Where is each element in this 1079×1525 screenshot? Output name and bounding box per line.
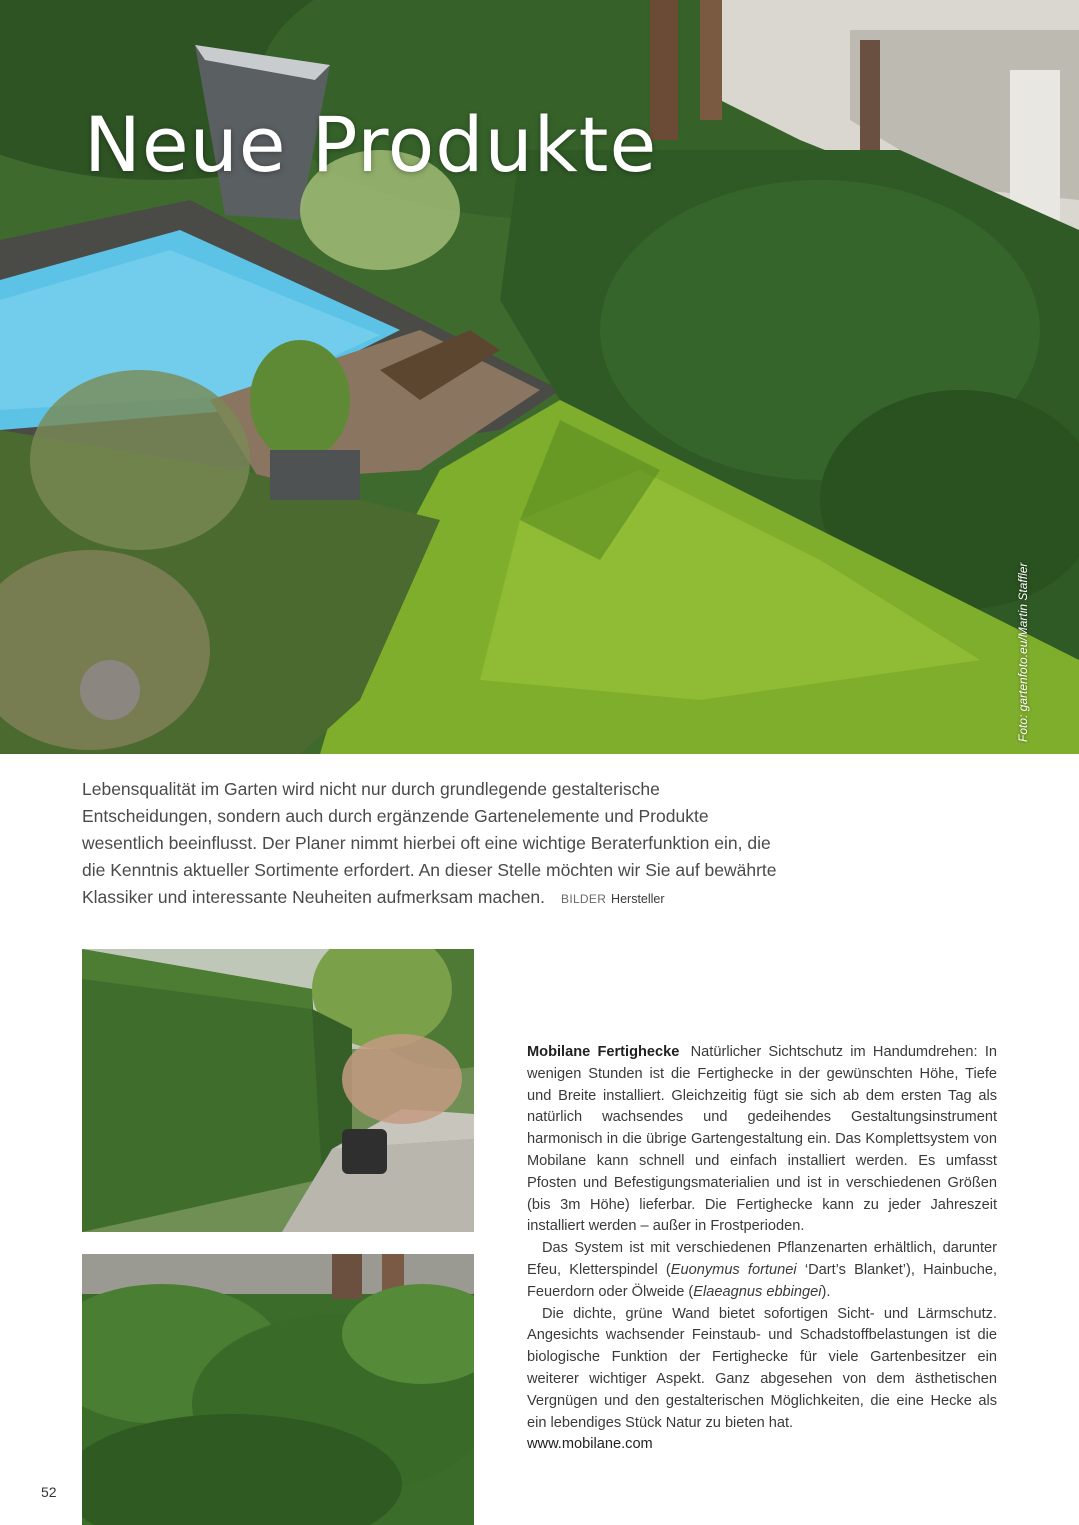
website-link[interactable]: www.mobilane.com <box>527 1436 653 1453</box>
article-p2-mid: ‘Dart’s Blanket’), Hainbuche, Feuerdorn oder Ölweide ( <box>527 1261 997 1300</box>
article-paragraph-2 <box>527 1238 997 1303</box>
intro-paragraph <box>82 776 782 913</box>
hedge-photo-2 <box>82 1254 474 1525</box>
page-number: 52 <box>41 1484 57 1500</box>
hero-photo <box>0 0 1079 754</box>
hedge-wall-illustration <box>82 1254 474 1525</box>
article-heading: Mobilane Fertighecke <box>527 1044 680 1060</box>
hedge-corner-illustration <box>82 949 474 1232</box>
intro-text: Lebensqualität im Garten wird nicht nur durch grundlegende gestalterische Entscheidungen, sondern auch durch ergänzende Gartenelemente und Produkte wesentlich beeinflusst. Der Planer nimmt hierbei oft eine wichtige Beraterfunktion ein, die die Kenntnis aktueller Sortimente erfordert. An dieser Stelle möchten wir Sie auf bewährte Klassiker und interessante Neuheiten aufmerksam machen. <box>82 779 777 907</box>
article-paragraph-3: Die dichte, grüne Wand bietet sofortigen Sicht- und Lärmschutz. Angesichts wachsender Feinstaub- und Schadstoffbelastungen ist die biologische Funktion der Fertighecke für viele Gartenbesitzer ein weiterer wichtiger Aspekt. Ganz abgesehen von dem ästhetischen Vergnügen und den gestalterischen Möglichkeiten, die eine Hecke als ein lebendiges Stück Natur zu bieten hat. <box>527 1305 997 1431</box>
hedge-photo-1 <box>82 949 474 1232</box>
article-p2-start: Das System ist mit verschiedenen Pflanzenarten erhältlich, darunter Efeu, Kletterspindel ( <box>527 1240 997 1278</box>
photo-credit: Foto: gartenfoto.eu/Martin Staffler <box>1016 562 1030 742</box>
article-p2-end: ). <box>821 1283 831 1300</box>
article-mobilane <box>527 1042 997 1456</box>
plant-name-euonymus: Euonymus fortunei <box>670 1261 797 1278</box>
article-paragraph-1 <box>527 1042 997 1238</box>
images-source: Hersteller <box>611 892 665 906</box>
article-p1: Natürlicher Sichtschutz im Handumdrehen: In wenigen Stunden ist die Fertighecke in der gewünschten Höhe, Tiefe und Breite installiert. Gleichzeitig fügt sie sich ab dem ersten Tag als natürlich wachsendes und gedeihendes Gestaltungsinstrument harmonisch in die übrige Gartengestaltung ein. Das Komplettsystem von Mobilane kann schnell und einfach installiert werden. Es umfasst Pfosten und Befestigungsmaterialien und ist in verschiedenen Größen (bis 3m Höhe) lieferbar. Die Fertighecke kann zu jeder Jahreszeit installiert werden – außer in Frostperioden. <box>527 1044 997 1235</box>
plant-name-elaeagnus: Elaeagnus ebbingei <box>693 1283 822 1300</box>
page-title: Neue Produkte <box>84 100 658 189</box>
images-label: BILDER <box>561 892 607 906</box>
